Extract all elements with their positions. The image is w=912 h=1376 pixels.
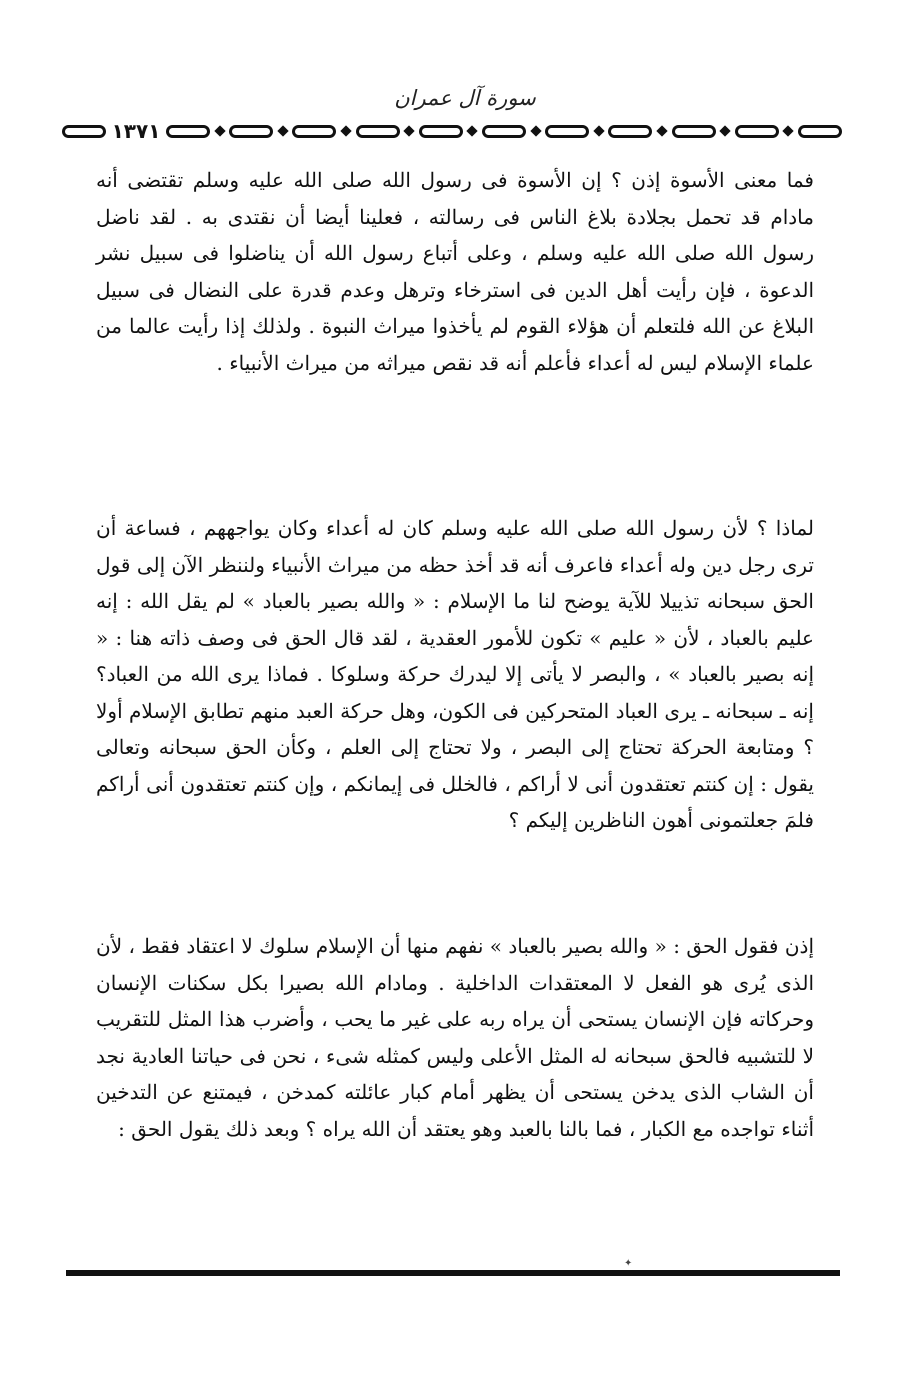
ornament-oval <box>608 125 652 138</box>
ornament-diamond <box>530 125 541 136</box>
ornament-oval <box>166 125 210 138</box>
ornament-oval <box>62 125 106 138</box>
ornament-oval <box>356 125 400 138</box>
ornament-diamond <box>656 125 667 136</box>
ornament-oval <box>419 125 463 138</box>
ornament-oval <box>482 125 526 138</box>
ornament-diamond <box>277 125 288 136</box>
ornament-oval <box>292 125 336 138</box>
header-ornament-band <box>62 118 842 144</box>
bottom-rule <box>66 1270 840 1276</box>
ornament-diamond <box>214 125 225 136</box>
body-paragraph: إذن فقول الحق : « والله بصير بالعباد » نفهم منها أن الإسلام سلوك لا اعتقاد فقط ، لأن الذى يُرى هو الفعل لا المعتقدات الداخلية . ومادام الله بصيرا بكل سكنات الإنسان وحركاته فإن الإنسان يستحى أن يراه ربه على غير ما يحب ، وأضرب هذا المثل للتقريب لا للتشبيه فالحق سبحانه له المثل الأعلى وليس كمثله شىء ، نحن فى حياتنا العادية نجد أن الشاب الذى يدخن يستحى أن يظهر أمام كبار عائلته كمدخن ، فيمتنع عن التدخين أثناء تواجده مع الكبار ، فما بالنا بالعبد وهو يعتقد أن الله يراه ؟ وبعد ذلك يقول الحق : <box>96 934 815 1141</box>
page-number: ١٣٧١ <box>111 119 161 143</box>
body-paragraph: فما معنى الأسوة إذن ؟ إن الأسوة فى رسول الله صلى الله عليه وسلم تقتضى أنه مادام قد تحمل بجلادة بلاغ الناس فى رسالته ، فعلينا أيضا أن نقتدى به . لقد ناضل رسول الله صلى الله عليه وسلم ، وعلى أتباع رسول الله أن يناضلوا فى سبيل نشر الدعوة ، فإن رأيت أهل الدين فى استرخاء وترهل وعدم قدرة على النضال فى سبيل البلاغ عن الله فلتعلم أن هؤلاء القوم لم يأخذوا ميراث النبوة . ولذلك إذا رأيت عالما من علماء الإسلام ليس له أعداء فأعلم أنه قد نقص ميراثه من ميراث الأنبياء . <box>96 168 814 375</box>
ornament-oval <box>798 125 842 138</box>
ornament-diamond <box>340 125 351 136</box>
surah-title: سورة آل عمران <box>394 86 536 110</box>
ornament-diamond <box>404 125 415 136</box>
print-mark: ✦ <box>624 1258 633 1269</box>
ornament-oval <box>229 125 273 138</box>
ornament-diamond <box>719 125 730 136</box>
ornament-diamond <box>593 125 604 136</box>
ornament-oval <box>672 125 716 138</box>
ornament-diamond <box>467 125 478 136</box>
ornament-diamond <box>783 125 794 136</box>
ornament-oval <box>735 125 779 138</box>
ornament-oval <box>545 125 589 138</box>
body-paragraph: لماذا ؟ لأن رسول الله صلى الله عليه وسلم كان له أعداء وكان يواجههم ، فساعة أن ترى رجل دين وله أعداء فاعرف أنه قد أخذ حظه من ميراث الأنبياء ولننظر الآن إلى قول الحق سبحانه تذييلا للآية يوضح لنا ما الإسلام : « والله بصير بالعباد » لم يقل الله : إنه عليم بالعباد ، لأن « عليم » تكون للأمور العقدية ، لقد قال الحق فى وصف ذاته هنا : « إنه بصير بالعباد » ، والبصر لا يأتى إلا ليدرك حركة وسلوكا . فماذا يرى الله من العباد؟ إنه ـ سبحانه ـ يرى العباد المتحركين فى الكون، وهل حركة العبد منهم تطابق الإسلام أولا ؟ ومتابعة الحركة تحتاج إلى البصر ، ولا تحتاج إلى العلم ، وكأن الحق سبحانه وتعالى يقول : إن كنتم تعتقدون أنى لا أراكم ، فالخلل فى إيمانكم ، وإن كنتم تعتقدون أنى أراكم فلمَ جعلتمونى أهون الناظرين إليكم ؟ <box>96 516 814 832</box>
